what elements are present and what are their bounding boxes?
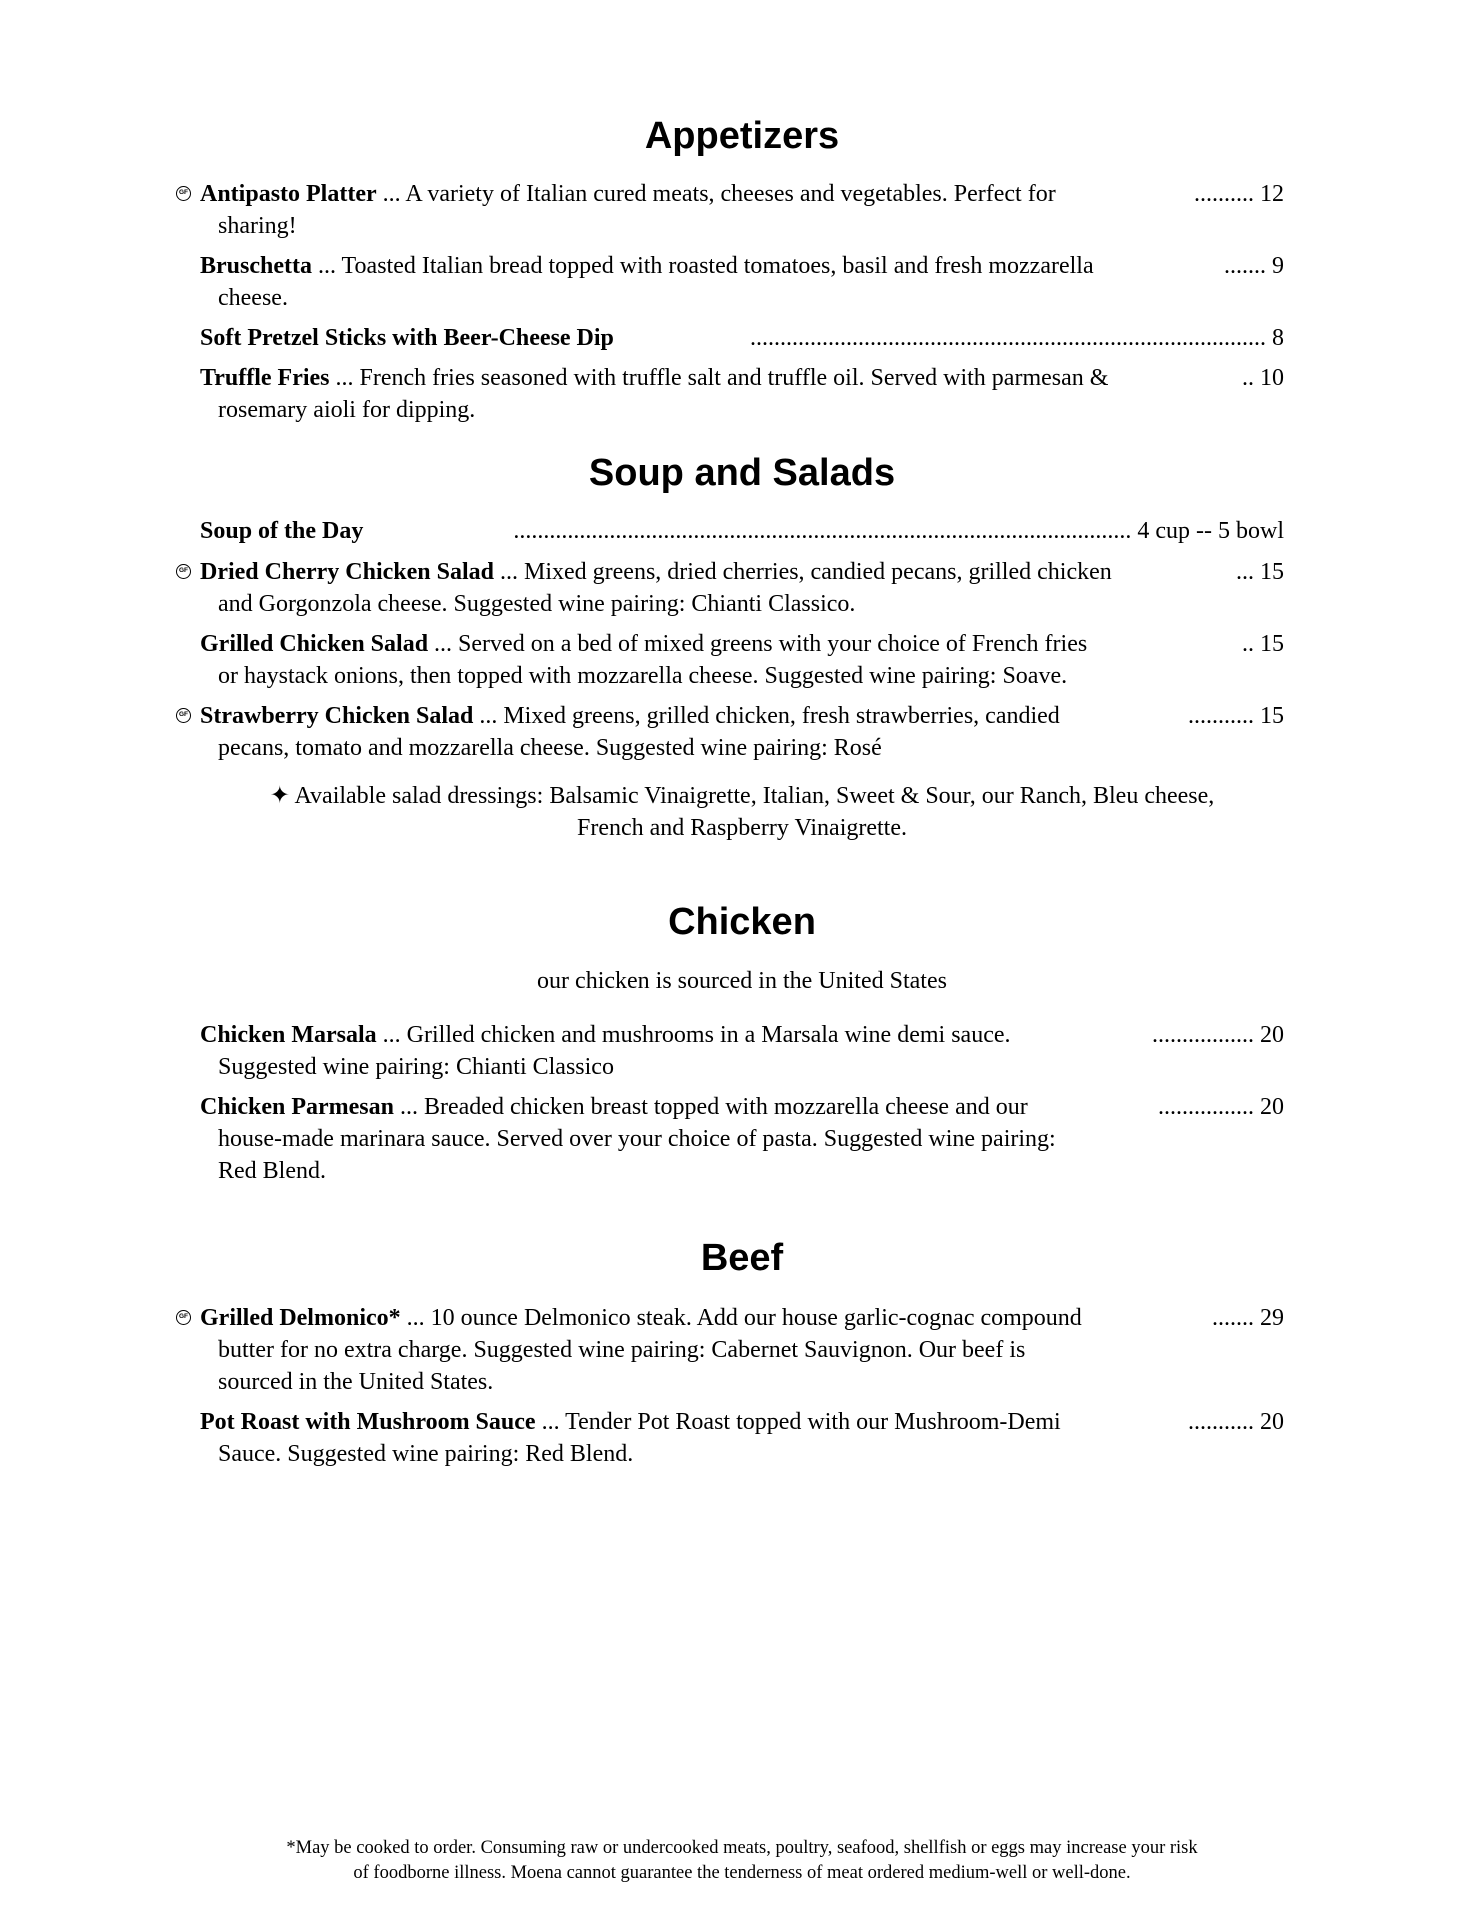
item-price: ................ 20 — [1158, 1094, 1284, 1120]
item-price: ... 15 — [1236, 559, 1284, 585]
item-name: Pot Roast with Mushroom Sauce — [200, 1409, 536, 1435]
menu-item-chicken-marsala — [200, 1019, 1284, 1083]
item-description-cont: or haystack onions, then topped with mozzarella cheese. Suggested wine pairing: Soave. — [218, 663, 1068, 689]
menu-item-antipasto-platter — [178, 178, 1284, 242]
item-description: ... Tender Pot Roast topped with our Mushroom-Demi — [535, 1409, 1061, 1435]
item-name: Soft Pretzel Sticks with Beer-Cheese Dip — [200, 325, 614, 351]
item-description-cont: Sauce. Suggested wine pairing: Red Blend. — [218, 1441, 634, 1467]
item-name: Dried Cherry Chicken Salad — [200, 559, 494, 585]
menu-item-truffle-fries — [200, 362, 1284, 426]
item-price: ................. 20 — [1152, 1022, 1284, 1048]
menu-item-grilled-chicken-salad — [200, 628, 1284, 692]
menu-item-pot-roast — [200, 1406, 1284, 1470]
menu-item-dried-cherry-chicken-salad — [178, 556, 1284, 620]
item-name: Antipasto Platter — [200, 181, 377, 207]
item-description: ... Toasted Italian bread topped with roasted tomatoes, basil and fresh mozzarella — [311, 253, 1094, 279]
item-price: ....... 9 — [1224, 253, 1284, 279]
item-description: ... A variety of Italian cured meats, cheeses and vegetables. Perfect for — [376, 181, 1056, 207]
item-description: ... French fries seasoned with truffle salt and truffle oil. Served with parmesan & — [329, 365, 1109, 391]
item-description-cont: and Gorgonzola cheese. Suggested wine pairing: Chianti Classico. — [218, 591, 856, 617]
menu-item-chicken-parmesan — [200, 1091, 1284, 1187]
item-name: Chicken Parmesan — [200, 1094, 394, 1120]
item-description: ... Mixed greens, dried cherries, candied pecans, grilled chicken — [494, 559, 1112, 585]
item-price: .......... 12 — [1194, 181, 1284, 207]
item-description: ... 10 ounce Delmonico steak. Add our house garlic-cognac compound — [400, 1305, 1082, 1331]
menu-item-grilled-delmonico — [178, 1302, 1284, 1398]
item-description-cont: sourced in the United States. — [218, 1369, 494, 1395]
item-description-cont: house-made marinara sauce. Served over your choice of pasta. Suggested wine pairing: — [218, 1126, 1056, 1152]
gluten-free-icon: GF — [176, 708, 191, 723]
menu-item-soup-of-the-day — [200, 515, 1284, 547]
item-description-cont: Suggested wine pairing: Chianti Classico — [218, 1054, 614, 1080]
chicken-sourcing-note: our chicken is sourced in the United States — [537, 968, 947, 994]
section-title-appetizers: Appetizers — [644, 115, 840, 157]
salad-dressings-line: ✦ Available salad dressings: Balsamic Vinaigrette, Italian, Sweet & Sour, our Ranch, Bleu cheese, — [269, 783, 1215, 809]
item-name: Grilled Delmonico* — [200, 1305, 401, 1331]
gluten-free-icon: GF — [176, 564, 191, 579]
footnote-line: of foodborne illness. Moena cannot guarantee the tenderness of meat ordered medium-well or well-done. — [353, 1863, 1131, 1883]
gluten-free-icon: GF — [176, 186, 191, 201]
footnote-disclaimer — [0, 1836, 1484, 1886]
section-title-soup-and-salads: Soup and Salads — [588, 452, 896, 494]
item-name: Strawberry Chicken Salad — [200, 703, 474, 729]
item-description-cont: pecans, tomato and mozzarella cheese. Suggested wine pairing: Rosé — [218, 735, 882, 761]
item-description: ... Mixed greens, grilled chicken, fresh strawberries, candied — [473, 703, 1060, 729]
item-description-cont: sharing! — [218, 213, 297, 239]
salad-dressings-note — [200, 780, 1284, 844]
item-description-cont: Red Blend. — [218, 1158, 326, 1184]
item-description: ... Grilled chicken and mushrooms in a Marsala wine demi sauce. — [376, 1022, 1011, 1048]
item-name: Grilled Chicken Salad — [200, 631, 429, 657]
item-description-cont: cheese. — [218, 285, 288, 311]
item-name: Truffle Fries — [200, 365, 330, 391]
gluten-free-icon: GF — [176, 1310, 191, 1325]
item-price: .. 10 — [1242, 365, 1284, 391]
item-description: ... Breaded chicken breast topped with mozzarella cheese and our — [394, 1094, 1028, 1120]
item-name: Chicken Marsala — [200, 1022, 377, 1048]
item-description-cont: rosemary aioli for dipping. — [218, 397, 476, 423]
section-title-beef: Beef — [700, 1237, 784, 1279]
salad-dressings-line: French and Raspberry Vinaigrette. — [576, 815, 907, 841]
menu-item-bruschetta — [200, 250, 1284, 314]
item-price: ...................................................................................... 8 — [750, 325, 1284, 351]
item-description: ... Served on a bed of mixed greens with your choice of French fries — [428, 631, 1088, 657]
item-description-cont: butter for no extra charge. Suggested wine pairing: Cabernet Sauvignon. Our beef is — [218, 1337, 1026, 1363]
section-title-chicken: Chicken — [668, 901, 816, 943]
item-price: ........... 15 — [1188, 703, 1284, 729]
item-price: .. 15 — [1242, 631, 1284, 657]
item-name: Soup of the Day — [200, 518, 364, 544]
menu-item-soft-pretzel-sticks — [200, 322, 1284, 354]
item-price: ........... 20 — [1188, 1409, 1284, 1435]
item-price: ....................................................................................................... 4 cup -- 5 bowl — [513, 518, 1284, 544]
item-name: Bruschetta — [200, 253, 312, 279]
item-price: ....... 29 — [1212, 1305, 1284, 1331]
menu-item-strawberry-chicken-salad — [178, 700, 1284, 764]
footnote-line: *May be cooked to order. Consuming raw or undercooked meats, poultry, seafood, shellfish or eggs may increase your risk — [286, 1838, 1198, 1858]
